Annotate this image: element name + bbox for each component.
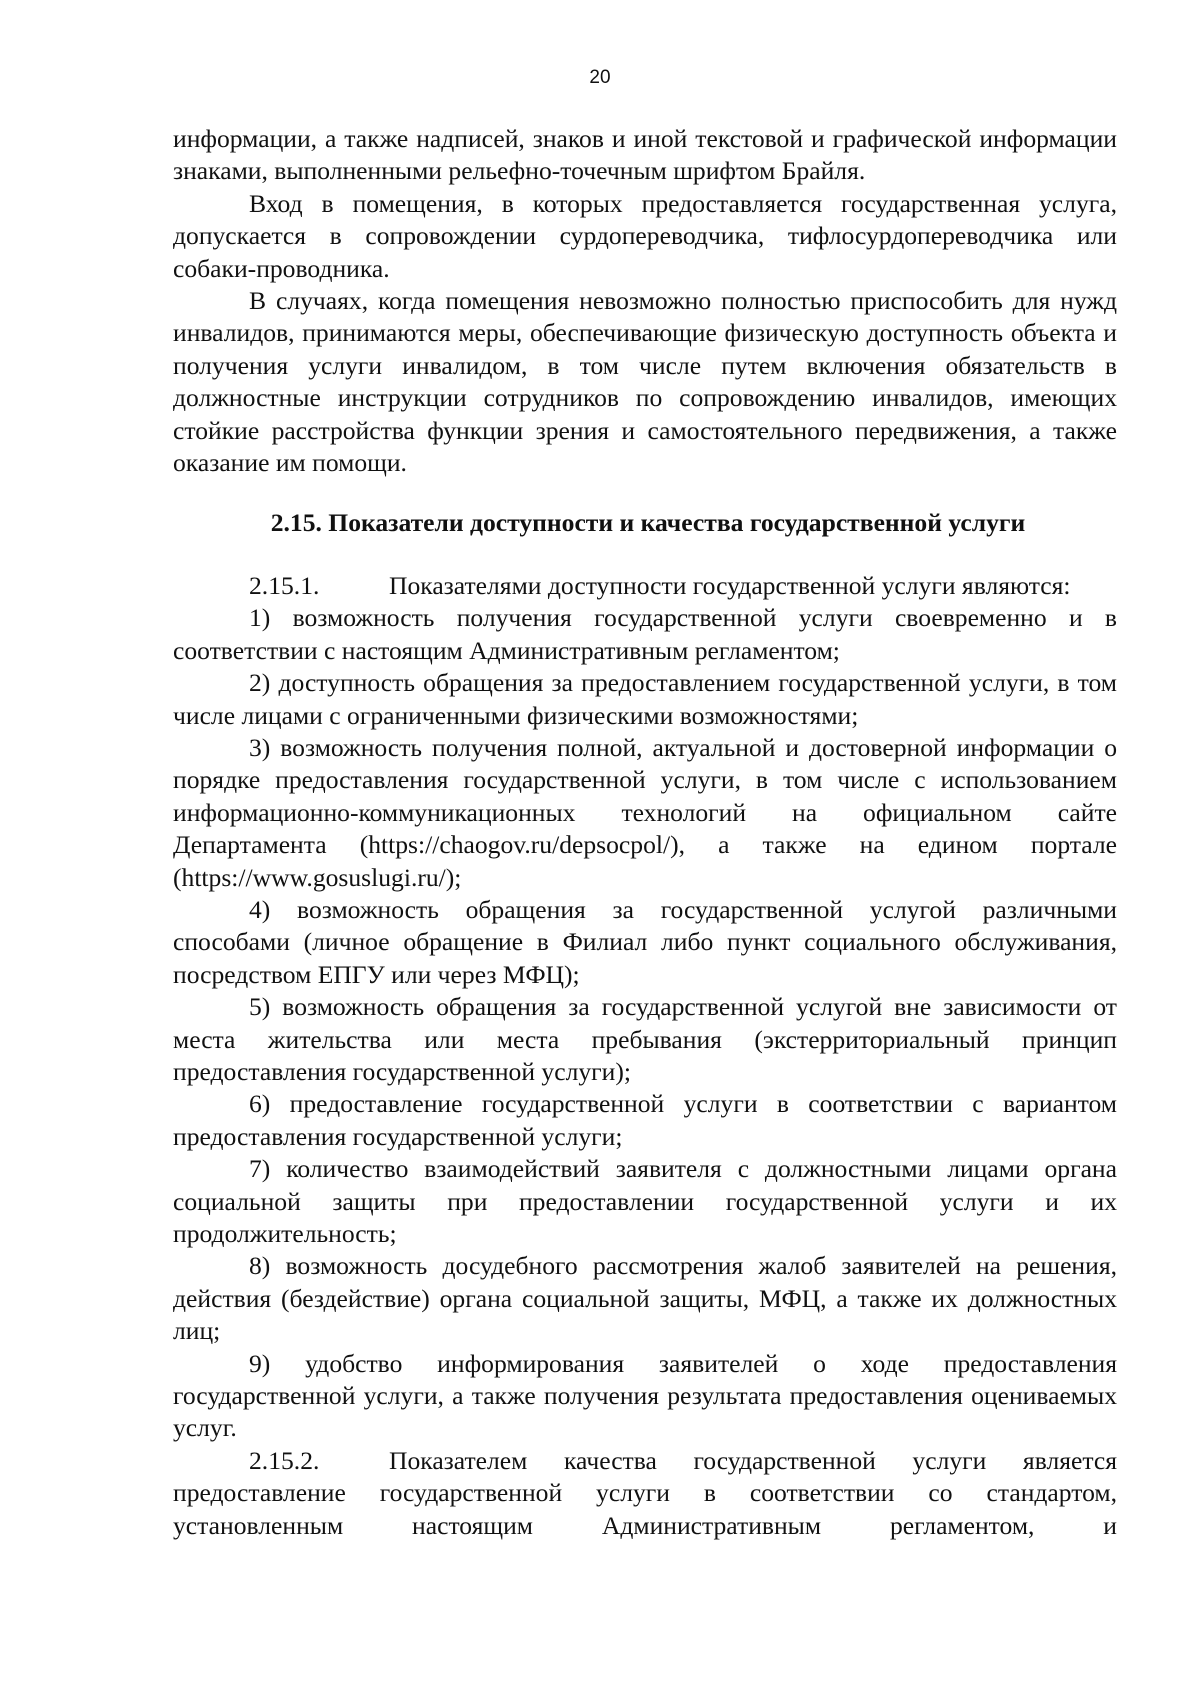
list-item-9: 9) удобство информирования заявителей о ходе предоставления государственной услуги, а также получения результата предоставления оцениваемых услуг.	[173, 1348, 1117, 1443]
list-item-1: 1) возможность получения государственной услуги своевременно и в соответствии с настоящим Административным регламентом;	[173, 603, 1117, 665]
list-item-8: 8) возможность досудебного рассмотрения жалоб заявителей на решения, действия (бездействие) органа социальной защиты, МФЦ, а также их должностных лиц;	[173, 1251, 1117, 1346]
subsection-2-15-2	[173, 1445, 1117, 1542]
document-body	[173, 123, 1117, 1542]
paragraph-entrance-access: Вход в помещения, в которых предоставляется государственная услуга, допускается в сопровождении сурдопереводчика, тифлосурдопереводчика или собаки-проводника.	[173, 188, 1117, 283]
subsection-text: Показателем качества государственной услуги является предоставление государственной услуги в соответствии со стандартом, установленным настоящим Административным регламентом, и	[173, 1445, 1117, 1540]
subsection-text: Показателями доступности государственной услуги являются:	[389, 570, 1071, 600]
paragraph-continuation: информации, а также надписей, знаков и иной текстовой и графической информации знаками, выполненными рельефно-точечным шрифтом Брайля.	[173, 124, 1117, 186]
section-heading: 2.15. Показатели доступности и качества государственной услуги	[270, 508, 1026, 538]
list-item-4: 4) возможность обращения за государственной услугой различными способами (личное обращение в Филиал либо пункт социального обслуживания, посредством ЕПГУ или через МФЦ);	[173, 894, 1117, 989]
paragraph-accessibility-measures: В случаях, когда помещения невозможно полностью приспособить для нужд инвалидов, принимаются меры, обеспечивающие физическую доступность объекта и получения услуги инвалидом, в том числе путем включения обязательств в должностные инструкции сотрудников по сопровождению инвалидов, имеющих стойкие расстройства функции зрения и самостоятельного передвижения, а также оказание им помощи.	[173, 286, 1117, 478]
list-item-6: 6) предоставление государственной услуги в соответствии с вариантом предоставления государственной услуги;	[173, 1089, 1117, 1151]
subsection-2-15-1	[173, 570, 1117, 602]
list-item-7: 7) количество взаимодействий заявителя с должностными лицами органа социальной защиты при предоставлении государственной услуги и их продолжительность;	[173, 1154, 1117, 1248]
list-item-5: 5) возможность обращения за государственной услугой вне зависимости от места жительства или места пребывания (экстерриториальный принцип предоставления государственной услуги);	[173, 992, 1117, 1086]
page-number: 20	[589, 67, 611, 88]
list-item-3: 3) возможность получения полной, актуальной и достоверной информации о порядке предоставления государственной услуги, в том числе с использованием информационно-коммуникационных технологий на официальном сайте Департамента (https://chaogov.ru/depsocpol/), а также на едином портале (https://www.gosuslugi.ru/);	[173, 732, 1117, 892]
subsection-number: 2.15.2.	[249, 1445, 320, 1475]
subsection-number: 2.15.1.	[249, 570, 320, 600]
list-item-2: 2) доступность обращения за предоставлением государственной услуги, в том числе лицами с ограниченными физическими возможностями;	[173, 668, 1117, 730]
